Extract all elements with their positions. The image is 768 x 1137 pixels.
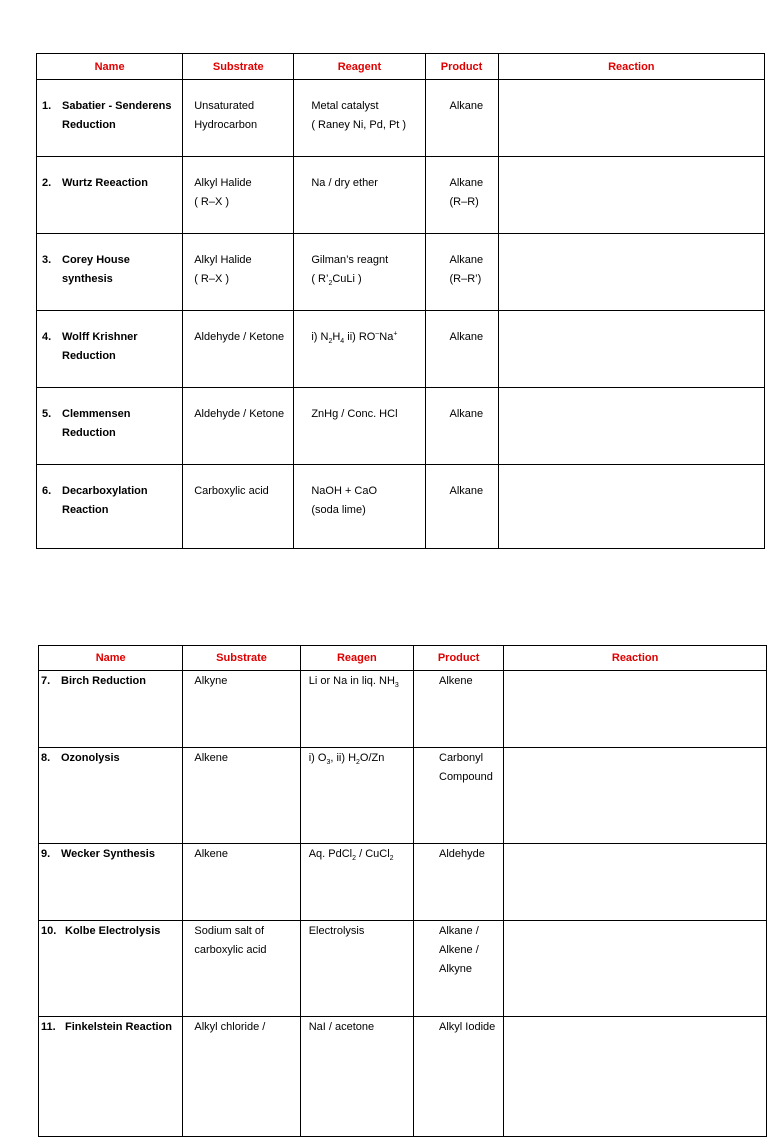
reaction-cell[interactable] — [504, 671, 767, 748]
table-row — [37, 311, 765, 388]
substrate-text: Unsaturated — [194, 100, 255, 112]
product-cell — [425, 311, 498, 388]
header-name: Name — [37, 54, 183, 80]
name-cell — [37, 465, 183, 549]
reagent-text: Electrolysis — [308, 925, 365, 937]
name-cell — [37, 388, 183, 465]
reaction-name: Reduction — [62, 427, 116, 439]
header-product: Product — [425, 54, 498, 80]
reagent-text: NaI / acetone — [308, 1021, 375, 1033]
reaction-name: synthesis — [62, 273, 113, 285]
table-header-row — [37, 54, 765, 80]
reaction-cell[interactable] — [504, 921, 767, 1017]
substrate-cell — [183, 234, 294, 311]
substrate-text: ( R–X ) — [194, 196, 230, 208]
reagent-cell — [294, 80, 425, 157]
substrate-text: Alkyl Halide — [194, 177, 252, 189]
header-reaction: Reaction — [504, 646, 767, 671]
reaction-name: Reduction — [62, 350, 116, 362]
reagent-formula: ( $R’_2CuLi$ ) — [311, 273, 362, 288]
header-product: Product — [414, 646, 504, 671]
reagent-text: NaOH + CaO — [311, 485, 378, 497]
header-name: Name — [39, 646, 183, 671]
table-row — [39, 1017, 767, 1137]
row-number: 8. — [41, 752, 51, 764]
product-text: Carbonyl — [439, 752, 484, 764]
header-substrate: Substrate — [183, 54, 294, 80]
product-cell — [425, 388, 498, 465]
product-text: Alkene / — [439, 944, 479, 956]
substrate-cell — [183, 311, 294, 388]
product-cell — [414, 748, 504, 844]
reaction-name: Clemmensen — [62, 408, 131, 420]
product-cell — [414, 921, 504, 1017]
product-text: Alkyl Iodide — [439, 1021, 496, 1033]
reagent-cell — [294, 465, 425, 549]
header-reaction: Reaction — [498, 54, 764, 80]
reaction-cell[interactable] — [498, 234, 764, 311]
reaction-name: Reaction — [62, 504, 109, 516]
reaction-cell[interactable] — [498, 388, 764, 465]
table-header-row — [39, 646, 767, 671]
table-row — [37, 465, 765, 549]
reaction-cell[interactable] — [504, 844, 767, 921]
reagent-text: Gilman’s reagnt — [311, 254, 389, 266]
product-cell — [414, 844, 504, 921]
product-text: Alkane — [449, 331, 484, 343]
product-text: Alkane — [449, 485, 484, 497]
substrate-text: Hydrocarbon — [194, 119, 258, 131]
product-text: (R–R) — [449, 196, 479, 208]
table-row — [39, 671, 767, 748]
reagent-text: Metal catalyst — [311, 100, 379, 112]
row-number: 4. — [42, 331, 52, 343]
substrate-text: Sodium salt of — [194, 925, 265, 937]
row-number: 3. — [42, 254, 52, 266]
product-text: Alkane — [449, 177, 484, 189]
substrate-cell — [183, 388, 294, 465]
reaction-name: Wurtz Reeaction — [62, 177, 148, 189]
product-text: Aldehyde — [439, 848, 485, 860]
header-reagent: Reagent — [294, 54, 425, 80]
row-number: 6. — [42, 485, 52, 497]
substrate-text: ( R–X ) — [194, 273, 230, 285]
reagent-cell — [300, 748, 413, 844]
reagent-cell — [300, 671, 413, 748]
table-row — [37, 388, 765, 465]
name-cell — [39, 671, 183, 748]
row-number: 1. — [42, 100, 52, 112]
substrate-cell — [183, 921, 300, 1017]
reaction-name: Ozonolysis — [61, 752, 120, 764]
substrate-text: Alkene — [194, 848, 229, 860]
name-cell — [37, 234, 183, 311]
reaction-cell[interactable] — [504, 748, 767, 844]
reaction-name: Reduction — [62, 119, 116, 131]
product-cell — [414, 1017, 504, 1137]
reagent-text: (soda lime) — [311, 504, 366, 516]
table-row — [37, 234, 765, 311]
product-text: Alkane — [449, 100, 484, 112]
product-text: (R–R’) — [449, 273, 482, 285]
reagent-text: Na / dry ether — [311, 177, 378, 189]
substrate-cell — [183, 671, 300, 748]
substrate-text: Alkyl chloride / — [194, 1021, 266, 1033]
substrate-text: Alkyl Halide — [194, 254, 252, 266]
table-row — [39, 921, 767, 1017]
reagent-cell — [294, 311, 425, 388]
row-number: 7. — [41, 675, 51, 687]
reagent-formula: Li or Na in liq. $NH_3$ — [308, 675, 399, 690]
substrate-cell — [183, 1017, 300, 1137]
reactions-table-1 — [36, 53, 765, 549]
row-number: 11. — [41, 1021, 56, 1033]
table-row — [39, 844, 767, 921]
reagent-formula: Aq. PdCl$_2$ / CuCl$_2$ — [308, 848, 394, 863]
reagent-cell — [294, 157, 425, 234]
name-cell — [39, 748, 183, 844]
substrate-text: Aldehyde / Ketone — [194, 408, 285, 420]
reaction-name: Wolff Krishner — [62, 331, 138, 343]
product-cell — [425, 80, 498, 157]
product-text: Alkane — [449, 408, 484, 420]
reagent-cell — [294, 388, 425, 465]
reaction-cell[interactable] — [498, 157, 764, 234]
reaction-cell[interactable] — [498, 80, 764, 157]
reaction-cell[interactable] — [498, 311, 764, 388]
table-row — [37, 80, 765, 157]
reaction-name: Sabatier - Senderens — [62, 100, 172, 112]
reaction-name: Decarboxylation — [62, 485, 148, 497]
reaction-cell[interactable] — [504, 1017, 767, 1137]
reagent-cell — [294, 234, 425, 311]
product-text: Alkyne — [439, 963, 473, 975]
product-text: Compound — [439, 771, 493, 783]
name-cell — [37, 157, 183, 234]
substrate-cell — [183, 844, 300, 921]
reaction-name: Wecker Synthesis — [61, 848, 155, 860]
name-cell — [39, 844, 183, 921]
reagent-cell — [300, 844, 413, 921]
substrate-text: Carboxylic acid — [194, 485, 269, 497]
name-cell — [39, 1017, 183, 1137]
reagent-formula: i) $N_2H_4$ ii) RO–Na+ — [311, 330, 398, 346]
row-number: 9. — [41, 848, 51, 860]
substrate-text: Alkene — [194, 752, 229, 764]
row-number: 10. — [41, 925, 57, 937]
header-substrate: Substrate — [183, 646, 300, 671]
substrate-text: carboxylic acid — [194, 944, 267, 956]
reagent-formula: i) $O_3$, ii) $H_2O/Zn$ — [308, 752, 385, 767]
reaction-name: Finkelstein Reaction — [65, 1021, 172, 1033]
product-cell — [425, 234, 498, 311]
row-number: 5. — [42, 408, 52, 420]
product-cell — [425, 157, 498, 234]
header-reagent: Reagen — [300, 646, 413, 671]
reagent-text: ZnHg / Conc. HCl — [311, 408, 398, 420]
table-row — [39, 748, 767, 844]
product-text: Alkane / — [439, 925, 479, 937]
substrate-cell — [183, 80, 294, 157]
reaction-name: Birch Reduction — [61, 675, 146, 687]
row-number: 2. — [42, 177, 52, 189]
product-text: Alkane — [449, 254, 484, 266]
reaction-name: Corey House — [62, 254, 130, 266]
reaction-cell[interactable] — [498, 465, 764, 549]
reagent-text: ( Raney Ni, Pd, Pt ) — [311, 119, 407, 131]
name-cell — [39, 921, 183, 1017]
substrate-text: Alkyne — [194, 675, 228, 687]
name-cell — [37, 80, 183, 157]
name-cell — [37, 311, 183, 388]
table-row — [37, 157, 765, 234]
reagent-cell — [300, 1017, 413, 1137]
substrate-cell — [183, 157, 294, 234]
product-text: Alkene — [439, 675, 473, 687]
substrate-cell — [183, 748, 300, 844]
product-cell — [425, 465, 498, 549]
substrate-text: Aldehyde / Ketone — [194, 331, 285, 343]
substrate-cell — [183, 465, 294, 549]
product-cell — [414, 671, 504, 748]
reaction-name: Kolbe Electrolysis — [65, 925, 161, 937]
reagent-cell — [300, 921, 413, 1017]
reactions-table-2 — [38, 645, 767, 1137]
